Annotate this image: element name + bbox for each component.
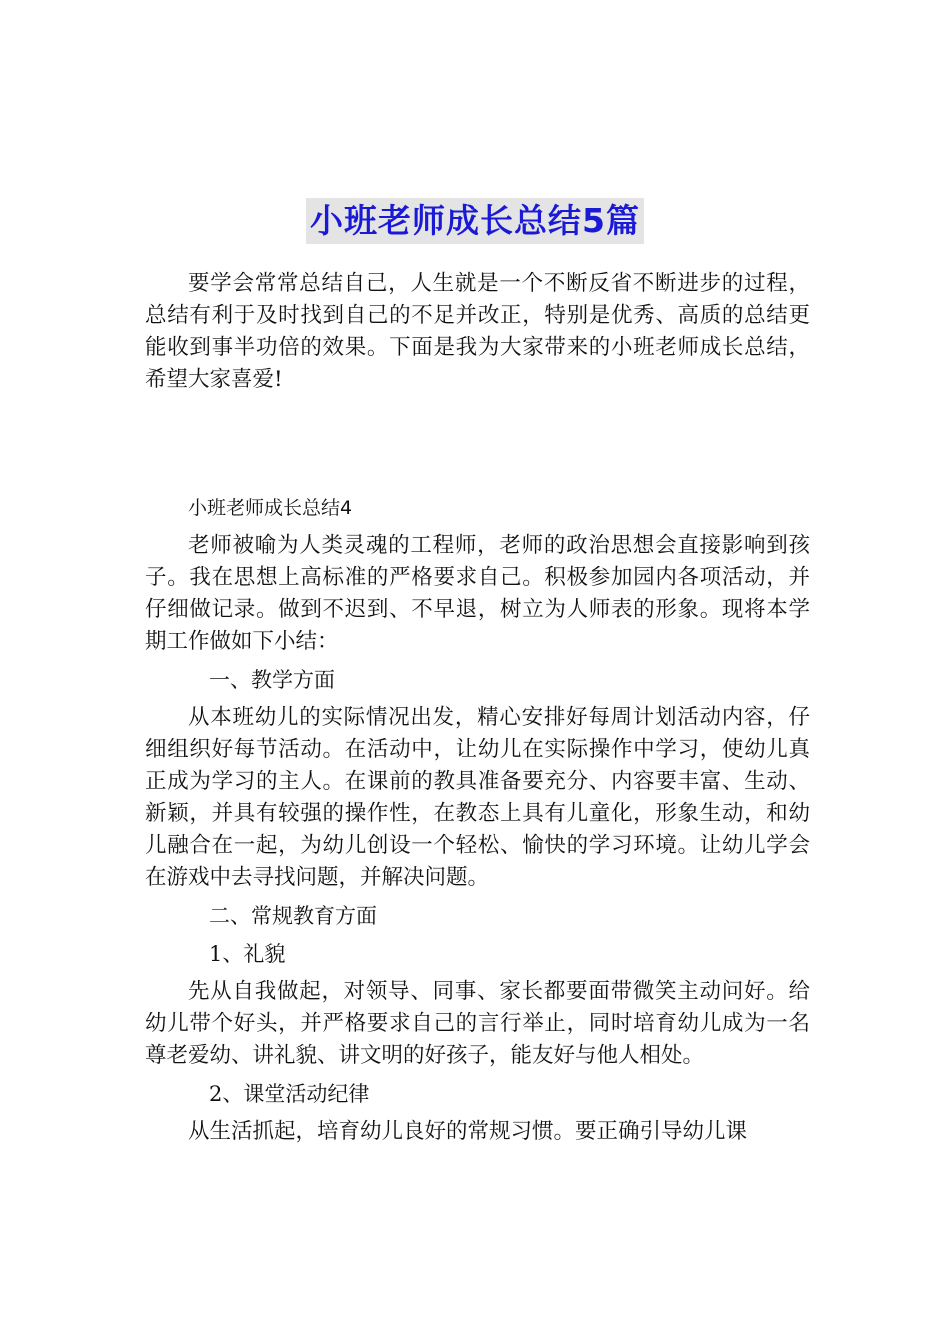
title-container (0, 176, 950, 266)
section-block (145, 492, 810, 1148)
heading-courtesy: 1、礼貌 (209, 942, 286, 966)
paragraph-opening: 老师被喻为人类灵魂的工程师，老师的政治思想会直接影响到孩子。我在思想上高标准的严格要求自己。积极参加园内各项活动，并仔细做记录。做到不迟到、不早退，树立为人师表的形象。现将本学期工作做如下小结： (145, 533, 810, 654)
intro-paragraph: 要学会常常总结自己，人生就是一个不断反省不断进步的过程，总结有利于及时找到自己的不足并改正，特别是优秀、高质的总结更能收到事半功倍的效果。下面是我为大家带来的小班老师成长总结，希望大家喜爱! (145, 271, 810, 392)
intro-block (145, 268, 810, 396)
heading-teaching: 一、教学方面 (209, 668, 335, 692)
paragraph-classroom-discipline: 从生活抓起，培育幼儿良好的常规习惯。要正确引导幼儿课 (188, 1119, 748, 1144)
document-title: 小班老师成长总结5篇 (306, 198, 644, 244)
paragraph-courtesy: 先从自我做起，对领导、同事、家长都要面带微笑主动问好。给幼儿带个好头，并严格要求自己的言行举止，同时培育幼儿成为一名尊老爱幼、讲礼貌、讲文明的好孩子，能友好与他人相处。 (145, 979, 810, 1068)
heading-routine-education: 二、常规教育方面 (209, 904, 377, 928)
paragraph-teaching: 从本班幼儿的实际情况出发，精心安排好每周计划活动内容，仔细组织好每节活动。在活动中，让幼儿在实际操作中学习，使幼儿真正成为学习的主人。在课前的教具准备要充分、内容要丰富、生动、新颖，并具有较强的操作性，在教态上具有儿童化，形象生动，和幼儿融合在一起，为幼儿创设一个轻松、愉快的学习环境。让幼儿学会在游戏中去寻找问题，并解决问题。 (145, 705, 810, 890)
section-title: 小班老师成长总结4 (188, 497, 353, 519)
heading-classroom-discipline: 2、课堂活动纪律 (209, 1082, 370, 1106)
